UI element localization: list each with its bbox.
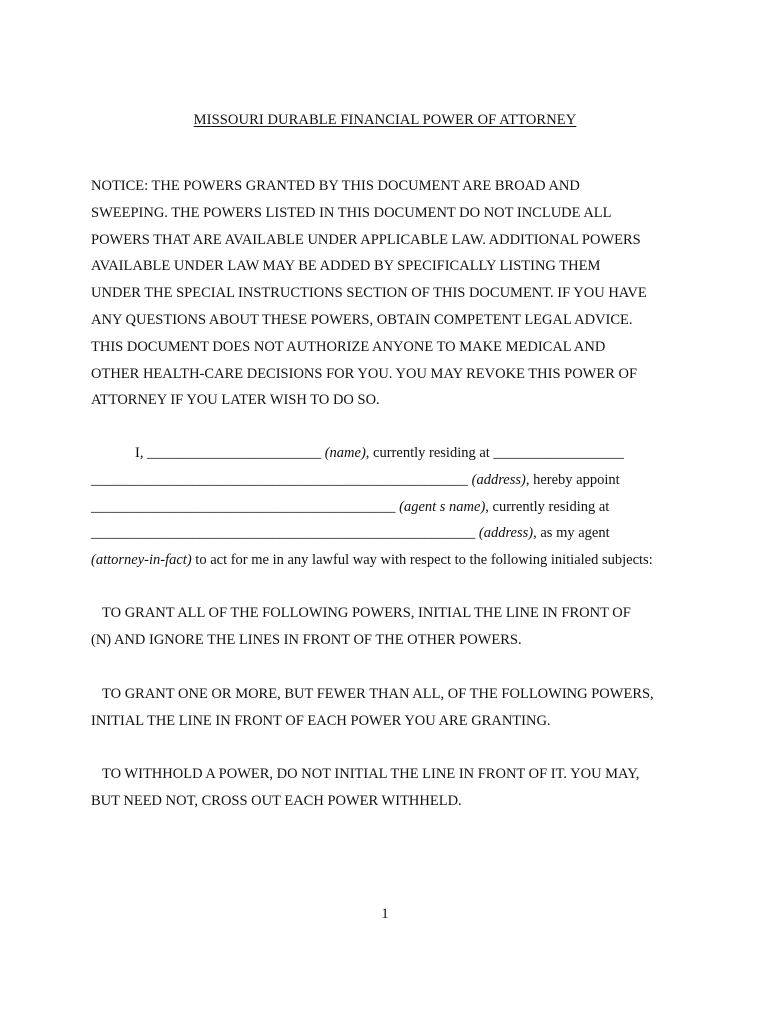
as-agent-text: , as my agent xyxy=(533,525,610,542)
agent-residing-text: , currently residing at xyxy=(485,498,610,515)
notice-line: OTHER HEALTH-CARE DECISIONS FOR YOU. YOU MAY REVOKE THIS POWER OF xyxy=(91,365,638,382)
appointment-line-address xyxy=(91,467,691,494)
notice-line: ATTORNEY IF YOU LATER WISH TO DO SO. xyxy=(91,392,380,409)
agent-name-label: (agent s name) xyxy=(399,498,486,515)
appointment-paragraph xyxy=(91,440,691,574)
address-label: (address) xyxy=(471,471,526,488)
instruction-line: (N) AND IGNORE THE LINES IN FRONT OF THE OTHER POWERS. xyxy=(91,631,522,648)
instruction-line xyxy=(91,761,691,788)
appointment-line-agent xyxy=(91,494,691,521)
appointment-line-subjects xyxy=(91,547,691,574)
notice-line: NOTICE: THE POWERS GRANTED BY THIS DOCUMENT ARE BROAD AND xyxy=(91,178,580,194)
instruction-text: TO WITHHOLD A POWER, DO NOT INITIAL THE LINE IN FRONT OF IT. YOU MAY, xyxy=(102,766,640,782)
notice-line: ANY QUESTIONS ABOUT THESE POWERS, OBTAIN COMPETENT LEGAL ADVICE. xyxy=(91,311,633,328)
page-number: 1 xyxy=(381,906,389,922)
notice-line: UNDER THE SPECIAL INSTRUCTIONS SECTION OF THIS DOCUMENT. IF YOU HAVE xyxy=(91,285,647,302)
instruction-text: TO GRANT ONE OR MORE, BUT FEWER THAN ALL, OF THE FOLLOWING POWERS, xyxy=(102,686,654,702)
instruction-line xyxy=(91,600,691,627)
address-blank: ____________________________________________________ xyxy=(91,471,472,488)
subjects-text: to act for me in any lawful way with respect to the following initialed subjects: xyxy=(191,552,653,569)
residing-text: , currently residing at __________________ xyxy=(365,445,624,461)
instruction-text: TO GRANT ALL OF THE FOLLOWING POWERS, INITIAL THE LINE IN FRONT OF xyxy=(102,605,631,621)
instruction-grant-some xyxy=(91,681,691,735)
attorney-in-fact-label: (attorney-in-fact) xyxy=(91,552,192,569)
agent-name-blank: __________________________________________ xyxy=(91,498,400,515)
appoint-text: , hereby appoint xyxy=(525,471,620,488)
notice-line: SWEEPING. THE POWERS LISTED IN THIS DOCUMENT DO NOT INCLUDE ALL xyxy=(91,204,612,221)
agent-address-label: (address) xyxy=(478,525,534,542)
agent-address-blank: _____________________________________________________ xyxy=(91,525,479,542)
instruction-grant-all xyxy=(91,600,691,654)
notice-line: POWERS THAT ARE AVAILABLE UNDER APPLICABLE LAW. ADDITIONAL POWERS xyxy=(91,231,641,248)
notice-paragraph xyxy=(91,173,691,414)
notice-line: THIS DOCUMENT DOES NOT AUTHORIZE ANYONE TO MAKE MEDICAL AND xyxy=(91,338,606,355)
instruction-line: BUT NEED NOT, CROSS OUT EACH POWER WITHHELD. xyxy=(91,792,462,809)
notice-line: AVAILABLE UNDER LAW MAY BE ADDED BY SPECIFICALLY LISTING THEM xyxy=(91,258,601,275)
document-title: MISSOURI DURABLE FINANCIAL POWER OF ATTORNEY xyxy=(193,112,577,128)
appointment-line-name xyxy=(91,440,691,467)
appointment-line-agent-address xyxy=(91,520,691,547)
instruction-withhold xyxy=(91,761,691,815)
name-blank: I, ________________________ xyxy=(135,445,325,461)
name-label: (name) xyxy=(324,445,366,461)
instruction-line xyxy=(91,681,691,708)
instruction-line: INITIAL THE LINE IN FRONT OF EACH POWER YOU ARE GRANTING. xyxy=(91,712,551,729)
